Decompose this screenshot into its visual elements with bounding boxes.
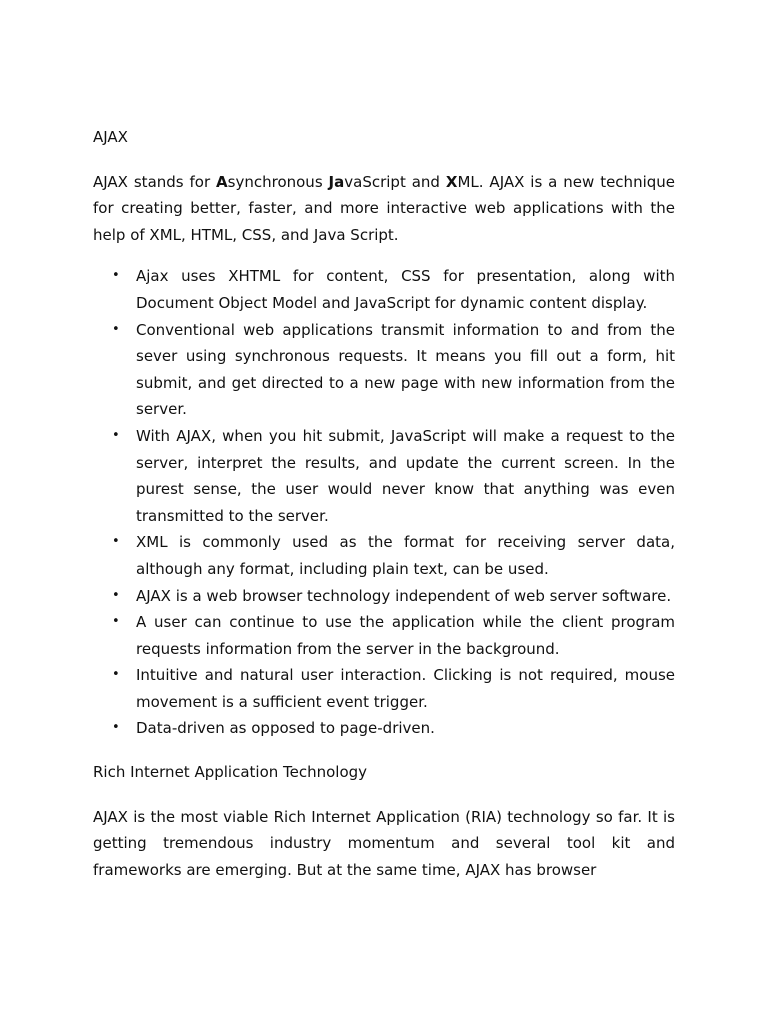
intro-bold-x: X <box>445 172 458 191</box>
bullet-icon: • <box>112 587 120 603</box>
list-item-text: XML is commonly used as the format for receiving server data, although any format, including plain text, can be used. <box>136 533 675 578</box>
bullet-icon: • <box>112 427 120 443</box>
bullet-icon: • <box>112 321 120 337</box>
list-item-text: AJAX is a web browser technology independent of web server software. <box>136 586 672 605</box>
bullet-icon: • <box>112 720 120 736</box>
ria-paragraph: AJAX is the most viable Rich Internet Application (RIA) technology so far. It is getting tremendous industry momentum and several tool kit and frameworks are emerging. But at the same time, AJAX has browser <box>93 807 675 879</box>
list-item <box>93 529 675 582</box>
list-item-text: Conventional web applications transmit information to and from the sever using synchronous requests. It means you fill out a form, hit submit, and get directed to a new page with new information from the server. <box>136 320 675 419</box>
bullet-icon: • <box>112 614 120 630</box>
list-item-text: A user can continue to use the application while the client program requests information from the server in the background. <box>136 613 675 658</box>
intro-text-2: synchronous <box>227 172 329 191</box>
intro-bold-ja: Ja <box>328 172 345 191</box>
intro-paragraph <box>93 169 675 249</box>
bullet-icon: • <box>112 534 120 550</box>
list-item <box>93 715 675 742</box>
bullet-icon: • <box>112 667 120 683</box>
list-item-text: Intuitive and natural user interaction. Clicking is not required, mouse movement is a sufficient event trigger. <box>136 666 675 711</box>
intro-text-3: vaScript and <box>344 172 446 191</box>
section-heading: Rich Internet Application Technology <box>93 763 368 782</box>
list-item-text: Ajax uses XHTML for content, CSS for presentation, along with Document Object Model and JavaScript for dynamic content display. <box>136 267 675 312</box>
intro-bold-a: A <box>216 172 228 191</box>
page-title: AJAX <box>93 128 128 146</box>
list-item <box>93 317 675 423</box>
list-item <box>93 263 675 316</box>
document-page <box>93 124 675 898</box>
list-item <box>93 423 675 529</box>
intro-text-4: ML. AJAX is a new technique for creating better, faster, and more interactive web applications with the help of XML, HTML, CSS, and Java Script. <box>93 172 675 244</box>
list-item-text: Data-driven as opposed to page-driven. <box>136 719 435 738</box>
list-item <box>93 609 675 662</box>
intro-text-1: AJAX stands for <box>93 172 217 191</box>
bullet-icon: • <box>112 268 120 284</box>
list-item <box>93 662 675 715</box>
list-item-text: With AJAX, when you hit submit, JavaScript will make a request to the server, interpret the results, and update the current screen. In the purest sense, the user would never know that anything was even transmitted to the server. <box>136 426 675 525</box>
list-item <box>93 583 675 610</box>
feature-list <box>93 263 675 742</box>
